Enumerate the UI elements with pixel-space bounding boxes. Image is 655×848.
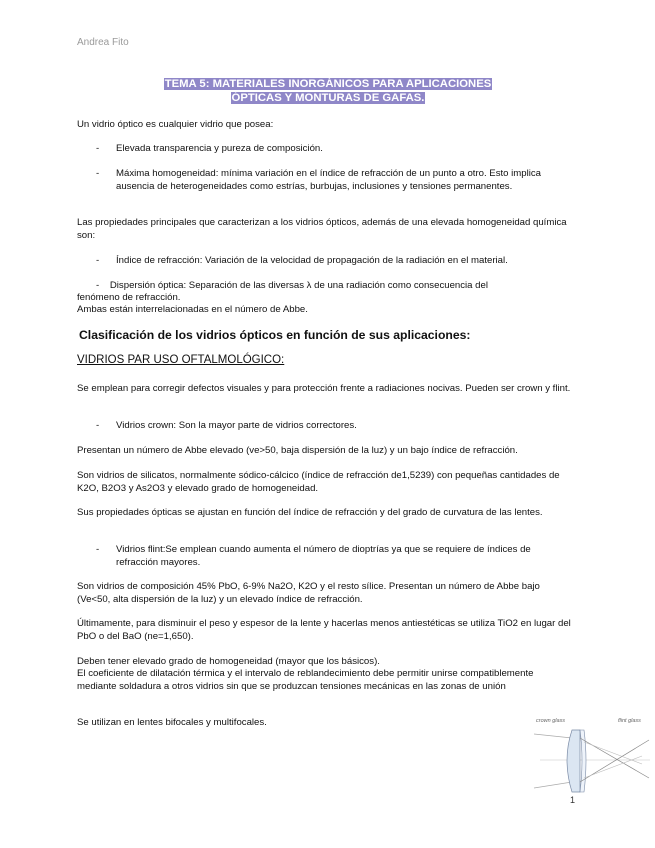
list-item-text: Vidrios crown: Son la mayor parte de vidrios correctores. [116,420,357,431]
bullet-dash: - [96,168,100,179]
flint-glass-label: flint glass [618,718,641,724]
title-line-2: ÓPTICAS Y MONTURAS DE GAFAS. [231,91,425,104]
title-line-1: TEMA 5: MATERIALES INORGÁNICOS PARA APLICACIONES [164,78,492,90]
list-item-text: Máxima homogeneidad: mínima variación en el índice de refracción de un punto a otro. Esto implica ausencia de heterogeneidades como estrías, burbujas, inclusiones y tensiones permanentes. [116,168,542,192]
crown-composition-paragraph: Son vidrios de silicatos, normalmente sódico-cálcico (índice de refracción de1,5239) con pequeñas cantidades de K2O, B2O3 y As2O3 y elevado grado de homogeneidad. [77,470,560,494]
list-item-text: Vidrios flint:Se emplean cuando aumenta el número de dioptrías ya que se requiere de índices de refracción mayores. [116,544,531,568]
page-number: 1 [570,795,576,805]
bullet-dash: - [96,255,100,266]
intro-paragraph: Un vidrio óptico es cualquier vidrio que posea: [77,119,274,130]
document-title [76,78,580,105]
bullet-dash: - [96,420,100,431]
property-dispersion-text: Dispersión óptica: Separación de las diversas λ de una radiación como consecuencia del [109,280,488,291]
lens-diagram [532,716,650,808]
property-dispersion-cont: fenómeno de refracción. [77,292,181,303]
doublet-lens-illustration [532,716,650,808]
abbe-note: Ambas están interrelacionadas en el número de Abbe. [77,304,308,315]
subsection-heading: VIDRIOS PAR USO OFTALMOLÓGICO: [77,354,285,366]
bifocal-paragraph: Se utilizan en lentes bifocales y multifocales. [77,717,267,728]
list-item-text: Índice de refracción: Variación de la velocidad de propagación de la radiación en el material. [116,255,508,266]
properties-intro: Las propiedades principales que caracterizan a los vidrios ópticos, además de una elevada homogeneidad química son: [77,217,567,241]
author-name: Andrea Fito [77,37,129,48]
property-dispersion [96,280,576,293]
weight-paragraph: Últimamente, para disminuir el peso y espesor de la lente y hacerlas menos antiestéticas se utiliza TiO2 en lugar del PbO o del BaO (ne=1,650). [77,618,571,642]
crown-optics-paragraph: Sus propiedades ópticas se ajustan en función del índice de refracción y del grado de curvatura de las lentes. [77,507,543,518]
bullet-dash: - [96,544,100,555]
bullet-dash: - [96,143,100,154]
homogeneity-line: Deben tener elevado grado de homogeneidad (mayor que los básicos). [77,656,380,667]
list-item-text: Elevada transparencia y pureza de composición. [116,143,323,154]
flint-composition-paragraph: Son vidrios de composición 45% PbO, 6-9% Na2O, K2O y el resto sílice. Presentan un número de Abbe bajo (Ve<50, alta dispersión de la luz) y un elevado índice de refracción. [77,581,540,605]
bullet-dash: - [96,280,100,291]
thermal-paragraph: El coeficiente de dilatación térmica y el intervalo de reblandecimiento debe permitir unirse compatiblemente mediante soldadura a otros vidrios sin que se produzcan tensiones mecánicas en las zonas de unión [77,668,534,692]
crown-abbe-paragraph: Presentan un número de Abbe elevado (ve>50, baja dispersión de la luz) y un bajo índice de refracción. [77,445,518,456]
usage-paragraph: Se emplean para corregir defectos visuales y para protección frente a radiaciones nocivas. Pueden ser crown y flint. [77,383,571,394]
section-heading: Clasificación de los vidrios ópticos en función de sus aplicaciones: [79,328,471,342]
crown-glass-label: crown glass [536,718,566,724]
